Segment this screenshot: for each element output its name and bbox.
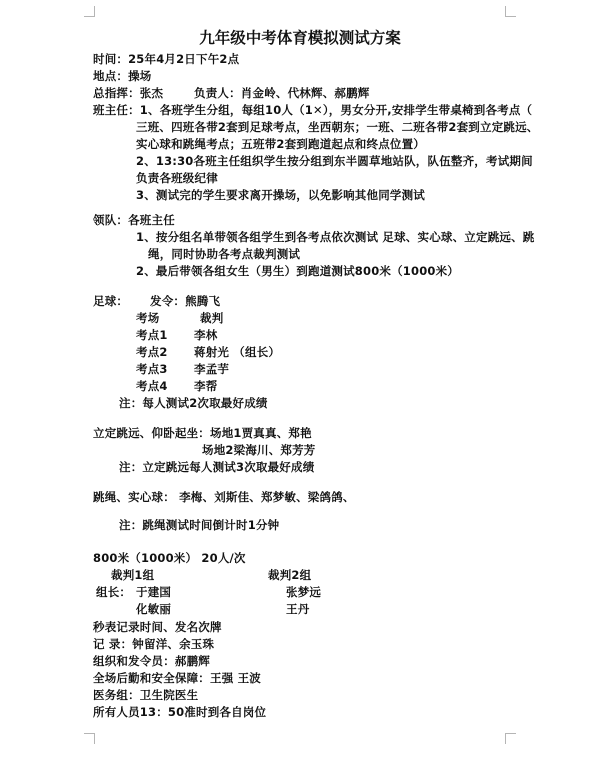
- football-col-judge: 裁判: [200, 311, 224, 325]
- footer-line-4: 全场后勤和安全保障：王强 王波: [93, 671, 262, 685]
- run-group-1-leader: 于建国: [136, 585, 172, 599]
- long-jump-line-2: 场地2梁海川、郑芳芳: [202, 443, 316, 457]
- responsible-line: 负责人：肖金岭、代林辉、郝鹏辉: [194, 86, 370, 100]
- crop-mark-bottom-left: [84, 733, 95, 744]
- leader-heading: 领队：各班主任: [93, 213, 175, 227]
- class-teacher-line-1: 班主任：1、各班学生分组，每组10人（1✕），男女分开,安排学生带桌椅到各考点（: [93, 103, 533, 117]
- footer-line-1: 秒表记录时间、发名次牌: [93, 620, 222, 634]
- location-line: 地点：操场: [93, 69, 152, 83]
- football-note: 注：每人测试2次取最好成绩: [119, 396, 268, 410]
- football-heading: 足球：: [93, 294, 129, 308]
- rope-note: 注：跳绳测试时间倒计时1分钟: [119, 518, 280, 532]
- football-judge-3: 李孟芋: [194, 362, 230, 376]
- run-judge-group-2: 裁判2组: [268, 568, 312, 582]
- leader-line-2: 绳，同时协助各考点裁判测试: [148, 247, 301, 261]
- crop-mark-top-right: [505, 6, 516, 17]
- leader-line-1: 1、按分组名单带领各组学生到各考点依次测试 足球、实心球、立定跳远、跳: [136, 230, 535, 244]
- run-judge-group-1: 裁判1组: [111, 568, 155, 582]
- crop-mark-bottom-right: [505, 733, 516, 744]
- football-field-2: 考点2: [136, 345, 168, 359]
- footer-line-5: 医务组：卫生院医生: [93, 688, 199, 702]
- rope-line: 跳绳、实心球： 李梅、刘斯佳、郑梦敏、梁鸽鸽、: [93, 490, 355, 504]
- footer-line-3: 组织和发令员：郝鹏辉: [93, 654, 210, 668]
- football-judge-1: 李林: [194, 328, 218, 342]
- time-line: 时间：25年4月2日下午2点: [93, 52, 240, 66]
- football-judge-2: 蒋射光 （组长）: [194, 345, 281, 359]
- football-command: 发令：熊腾飞: [150, 294, 221, 308]
- run-group-2-leader: 张梦远: [286, 585, 322, 599]
- footer-line-6: 所有人员13：50准时到各自岗位: [93, 705, 267, 719]
- document-title: 九年级中考体育模拟测试方案: [199, 29, 401, 47]
- class-teacher-line-5: 负责各班级纪律: [136, 171, 218, 185]
- class-teacher-line-3: 实心球和跳绳考点；五班带2套到跑道起点和终点位置）: [136, 137, 425, 151]
- long-jump-note: 注：立定跳远每人测试3次取最好成绩: [119, 460, 315, 474]
- run-leader-label: 组长：: [96, 585, 132, 599]
- class-teacher-line-2: 三班、四班各带2套到足球考点，坐西朝东；一班、二班各带2套到立定跳远、: [136, 120, 539, 134]
- football-field-3: 考点3: [136, 362, 168, 376]
- commander-line: 总指挥：张杰: [93, 86, 164, 100]
- long-jump-line-1: 立定跳远、仰卧起坐：场地1贾真真、郑艳: [93, 426, 312, 440]
- football-field-1: 考点1: [136, 328, 168, 342]
- football-field-4: 考点4: [136, 379, 168, 393]
- crop-mark-top-left: [84, 6, 95, 17]
- run-group-1-member: 化敏丽: [136, 602, 172, 616]
- class-teacher-line-6: 3、测试完的学生要求离开操场，以免影响其他同学测试: [136, 188, 425, 202]
- run-group-2-member: 王丹: [286, 602, 310, 616]
- run-heading: 800米（1000米） 20人/次: [93, 551, 246, 565]
- football-judge-4: 李帮: [194, 379, 218, 393]
- footer-line-2: 记 录：钟留洋、余玉珠: [93, 637, 215, 651]
- class-teacher-line-4: 2、13:30各班主任组织学生按分组到东半圆草地站队，队伍整齐，考试期间: [136, 154, 533, 168]
- football-col-field: 考场: [136, 311, 160, 325]
- leader-line-3: 2、最后带领各组女生（男生）到跑道测试800米（1000米）: [136, 264, 460, 278]
